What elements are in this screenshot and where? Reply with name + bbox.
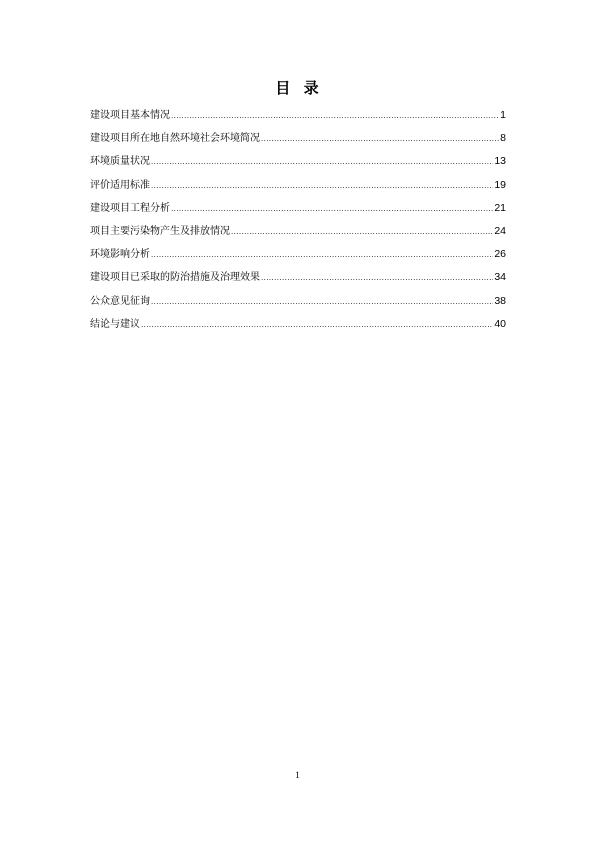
toc-dot-leader — [151, 295, 493, 309]
toc-entry[interactable] — [90, 294, 506, 317]
page-number: 1 — [295, 770, 300, 780]
toc-entry-page: 19 — [494, 178, 506, 191]
toc-entry-label: 建设项目已采取的防治措施及治理效果 — [90, 272, 260, 284]
toc-dot-leader — [261, 132, 499, 146]
toc-entry[interactable] — [90, 108, 506, 131]
toc-entry[interactable] — [90, 224, 506, 247]
toc-entry-page: 40 — [494, 317, 506, 330]
toc-entry[interactable] — [90, 270, 506, 293]
toc-dot-leader — [171, 202, 493, 216]
toc-entry-page: 26 — [494, 248, 506, 261]
toc-dot-leader — [151, 155, 493, 169]
toc-dot-leader — [141, 318, 493, 332]
toc-entry-page: 24 — [494, 224, 506, 237]
toc-dot-leader — [151, 248, 493, 262]
toc-entry[interactable] — [90, 154, 506, 177]
toc-entry-label: 结论与建议 — [90, 318, 140, 330]
toc-entry-label: 建设项目所在地自然环境社会环境简况 — [90, 133, 260, 145]
toc-entry-label: 环境质量状况 — [90, 156, 150, 168]
toc-entry-label: 建设项目基本情况 — [90, 110, 170, 121]
toc-entry[interactable] — [90, 201, 506, 224]
toc-entry[interactable] — [90, 247, 506, 270]
toc-entry-label: 建设项目工程分析 — [90, 202, 170, 214]
toc-entry-page: 34 — [494, 271, 506, 284]
toc-entry[interactable] — [90, 178, 506, 201]
toc-entry-page: 21 — [494, 201, 506, 214]
toc-dot-leader — [171, 109, 499, 123]
toc-entry-page: 13 — [494, 155, 506, 168]
toc-entry[interactable] — [90, 317, 506, 340]
toc-entry-label: 公众意见征询 — [90, 295, 150, 307]
toc-entry-page: 1 — [500, 109, 506, 121]
toc-entry-label: 环境影响分析 — [90, 249, 150, 261]
toc-dot-leader — [261, 271, 493, 285]
toc-entry-page: 38 — [494, 294, 506, 307]
toc-dot-leader — [151, 179, 493, 193]
toc-title: 目 录 — [275, 79, 320, 97]
toc-dot-leader — [231, 225, 493, 239]
toc-entry-label: 项目主要污染物产生及排放情况 — [90, 225, 230, 237]
toc-entry[interactable] — [90, 131, 506, 154]
table-of-contents — [90, 108, 506, 340]
toc-entry-label: 评价适用标准 — [90, 179, 150, 191]
toc-entry-page: 8 — [500, 132, 506, 145]
